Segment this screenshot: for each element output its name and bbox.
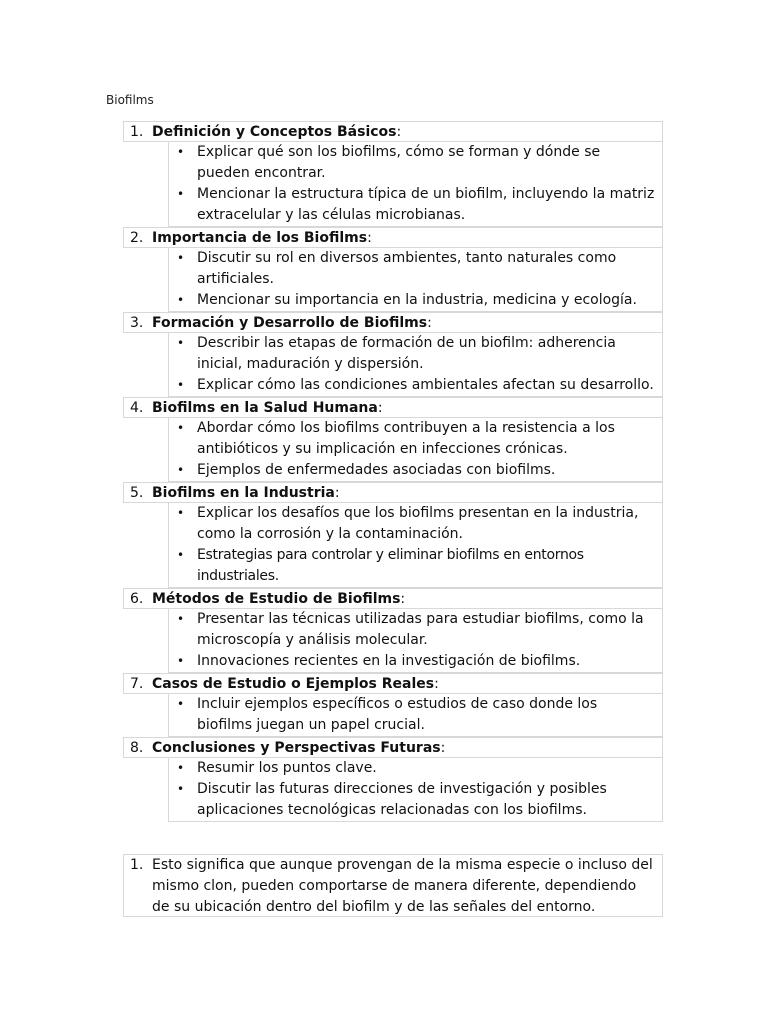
section-number: 1.: [130, 124, 144, 140]
bullet-item: [169, 248, 662, 290]
bullet-item: [169, 333, 662, 375]
bullet-icon: •: [177, 293, 185, 307]
bullet-item: [169, 184, 662, 226]
bullet-text: Ejemplos de enfermedades asociadas con biofilms.: [197, 462, 556, 478]
outline-section: [123, 121, 663, 227]
section-heading-bold: Definición y Conceptos Básicos: [152, 124, 397, 140]
bullet-text: Estrategias para controlar y eliminar biofilms en entornos industriales.: [197, 547, 584, 584]
section-number: 6.: [130, 591, 144, 607]
section-number: 5.: [130, 485, 144, 501]
bullet-item: [169, 503, 662, 545]
bullet-text: Mencionar la estructura típica de un biofilm, incluyendo la matriz extracelular y las células microbianas.: [197, 186, 655, 223]
bullet-item: [169, 609, 662, 651]
bullet-item: [169, 545, 662, 587]
section-heading-row: [123, 312, 663, 333]
section-heading-suffix: :: [396, 124, 402, 140]
bullet-text: Incluir ejemplos específicos o estudios de caso donde los biofilms juegan un papel crucial.: [197, 696, 598, 733]
bullet-icon: •: [177, 336, 185, 350]
bullet-list: [168, 248, 663, 312]
bullet-list: [168, 609, 663, 673]
bullet-list: [168, 333, 663, 397]
section-heading: [152, 483, 340, 503]
section-heading: [152, 313, 432, 333]
section-heading-suffix: :: [434, 676, 439, 692]
section-heading-suffix: :: [400, 591, 406, 607]
outline-section: [123, 312, 663, 397]
section-number: 8.: [130, 740, 144, 756]
bullet-text: Describir las etapas de formación de un biofilm: adherencia inicial, maduración y dispersión.: [197, 335, 616, 372]
section-heading-row: [123, 227, 663, 248]
bullet-text: Mencionar su importancia en la industria, medicina y ecología.: [197, 292, 637, 308]
section-heading-row: [123, 737, 663, 758]
outline-section: [123, 227, 663, 312]
bullet-icon: •: [177, 145, 185, 159]
bullet-list: [168, 503, 663, 588]
bullet-icon: •: [177, 251, 185, 265]
outline-section: [123, 588, 663, 673]
section-heading-suffix: :: [427, 315, 432, 331]
bullet-item: [169, 418, 662, 460]
section-heading: [152, 398, 383, 418]
bullet-icon: •: [177, 421, 185, 435]
bullet-text: Resumir los puntos clave.: [197, 760, 377, 776]
section-heading-row: [123, 588, 663, 609]
bullet-text: Abordar cómo los biofilms contribuyen a la resistencia a los antibióticos y su implicación en infecciones crónicas.: [197, 420, 615, 457]
bullet-list: [168, 758, 663, 822]
section-heading-bold: Formación y Desarrollo de Biofilms: [152, 315, 428, 331]
section-heading: [152, 122, 401, 142]
bullet-item: [169, 460, 662, 481]
section-number: 7.: [130, 676, 144, 692]
section-heading-bold: Importancia de los Biofilms: [152, 230, 368, 246]
bullet-list: [168, 418, 663, 482]
section-heading: [152, 228, 372, 248]
bullet-list: [168, 694, 663, 737]
section-heading-row: [123, 673, 663, 694]
bullet-item: [169, 694, 662, 736]
footnote-text: Esto significa que aunque provengan de la misma especie o incluso del mismo clon, pueden comportarse de manera diferente, dependiendo de su ubicación dentro del biofilm y de las señales del entorno.: [152, 857, 653, 915]
section-heading-row: [123, 121, 663, 142]
section-number: 4.: [130, 400, 144, 416]
section-heading-suffix: :: [334, 485, 340, 501]
bullet-text: Explicar los desafíos que los biofilms presentan en la industria, como la corrosión y la contaminación.: [197, 505, 639, 542]
bullet-item: [169, 142, 662, 184]
bullet-text: Explicar qué son los biofilms, cómo se forman y dónde se pueden encontrar.: [197, 144, 601, 181]
footnote-box: [123, 854, 663, 917]
bullet-item: [169, 290, 662, 311]
bullet-icon: •: [177, 187, 185, 201]
section-heading-suffix: :: [377, 400, 383, 416]
bullet-icon: •: [177, 697, 185, 711]
section-heading-bold: Casos de Estudio o Ejemplos Reales: [152, 676, 435, 692]
outline-section: [123, 737, 663, 822]
section-heading-bold: Conclusiones y Perspectivas Futuras: [152, 740, 441, 756]
section-heading-row: [123, 397, 663, 418]
outline-section: [123, 397, 663, 482]
bullet-text: Presentar las técnicas utilizadas para estudiar biofilms, como la microscopía y análisis molecular.: [197, 611, 644, 648]
bullet-item: [169, 375, 662, 396]
section-number: 2.: [130, 230, 144, 246]
section-heading-bold: Métodos de Estudio de Biofilms: [152, 591, 401, 607]
outline-list: [123, 121, 663, 822]
bullet-icon: •: [177, 463, 185, 477]
section-heading: [152, 738, 445, 758]
section-heading: [152, 674, 439, 694]
bullet-list: [168, 142, 663, 227]
section-heading-suffix: :: [440, 740, 446, 756]
bullet-item: [169, 651, 662, 672]
bullet-icon: •: [177, 761, 185, 775]
document-title: Biofilms: [106, 93, 154, 107]
bullet-item: [169, 758, 662, 779]
bullet-text: Discutir las futuras direcciones de investigación y posibles aplicaciones tecnológicas relacionadas con los biofilms.: [197, 781, 607, 818]
section-heading-row: [123, 482, 663, 503]
bullet-icon: •: [177, 506, 185, 520]
bullet-icon: •: [177, 612, 185, 626]
bullet-text: Discutir su rol en diversos ambientes, tanto naturales como artificiales.: [197, 250, 617, 287]
bullet-item: [169, 779, 662, 821]
section-heading-suffix: :: [367, 230, 372, 246]
section-heading-bold: Biofilms en la Industria: [152, 485, 335, 501]
bullet-text: Explicar cómo las condiciones ambientales afectan su desarrollo.: [197, 377, 654, 393]
bullet-text: Innovaciones recientes en la investigación de biofilms.: [197, 653, 581, 669]
bullet-icon: •: [177, 548, 184, 562]
section-number: 3.: [130, 315, 144, 331]
footnote-number: 1.: [130, 857, 144, 873]
bullet-icon: •: [177, 378, 185, 392]
section-heading-bold: Biofilms en la Salud Humana: [152, 400, 378, 416]
outline-section: [123, 673, 663, 737]
outline-section: [123, 482, 663, 588]
section-heading: [152, 589, 405, 609]
bullet-icon: •: [177, 782, 185, 796]
bullet-icon: •: [177, 654, 185, 668]
